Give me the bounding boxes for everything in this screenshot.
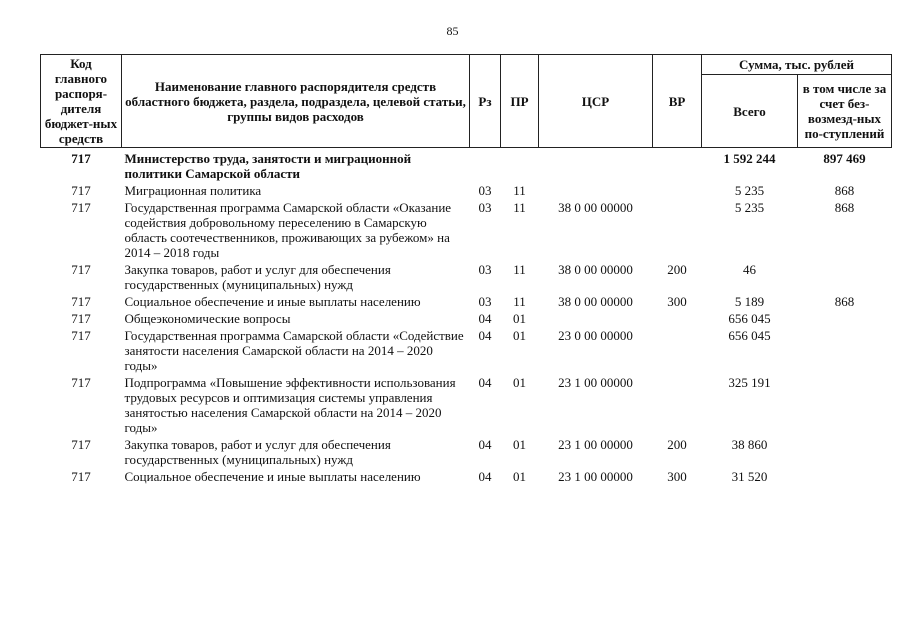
cell-rz: 03 — [478, 294, 492, 309]
cell-csr: 23 0 00 00000 — [558, 328, 633, 343]
header-pr: ПР — [501, 55, 539, 148]
cell-rz: 04 — [478, 311, 492, 326]
cell-rz: 04 — [478, 328, 492, 343]
header-csr: ЦСР — [539, 55, 653, 148]
cell-code: 717 — [71, 183, 91, 198]
cell-name: Министерство труда, занятости и миграционной политики Самарской области — [124, 151, 412, 181]
cell-gratuitous — [798, 261, 892, 293]
cell-name: Закупка товаров, работ и услуг для обеспечения государственных (муниципальных) нужд — [124, 262, 391, 292]
cell-total: 656 045 — [728, 311, 771, 326]
cell-rz — [470, 148, 501, 183]
cell-code: 717 — [71, 262, 91, 277]
cell-total: 5 235 — [734, 200, 765, 215]
header-vr: ВР — [653, 55, 702, 148]
cell-rz: 03 — [478, 262, 492, 277]
cell-code: 717 — [71, 151, 91, 166]
cell-gratuitous: 897 469 — [823, 151, 866, 166]
cell-vr — [653, 148, 702, 183]
cell-pr: 11 — [513, 294, 526, 309]
cell-total: 46 — [743, 262, 756, 277]
cell-name: Миграционная политика — [124, 183, 262, 198]
cell-code: 717 — [71, 294, 91, 309]
cell-csr — [539, 182, 653, 199]
cell-vr: 200 — [667, 437, 687, 452]
cell-rz: 04 — [478, 375, 492, 390]
cell-csr: 23 1 00 00000 — [558, 469, 633, 484]
header-sum-group: Сумма, тыс. рублей — [702, 55, 892, 75]
cell-pr: 01 — [513, 328, 526, 343]
cell-name: Социальное обеспечение и иные выплаты населению — [124, 294, 421, 309]
cell-vr — [653, 327, 702, 374]
table-row — [41, 468, 892, 485]
cell-code: 717 — [71, 469, 91, 484]
page-number: 85 — [446, 24, 459, 38]
cell-total: 325 191 — [728, 375, 771, 390]
cell-pr: 01 — [513, 311, 526, 326]
cell-code: 717 — [71, 328, 91, 343]
table-row — [41, 436, 892, 468]
cell-name: Государственная программа Самарской области «Содействие занятости населения Самарской области на 2014 – 2020 годы» — [124, 328, 464, 373]
cell-name: Государственная программа Самарской области «Оказание содействия добровольному переселению в Самарскую область соотечественников, проживающих за рубежом» на 2014 – 2018 годы — [124, 200, 452, 260]
cell-name: Социальное обеспечение и иные выплаты населению — [124, 469, 421, 484]
cell-pr: 01 — [513, 469, 526, 484]
cell-csr: 23 1 00 00000 — [558, 375, 633, 390]
table-body — [41, 148, 892, 486]
cell-total: 5 235 — [734, 183, 765, 198]
cell-vr: 200 — [667, 262, 687, 277]
cell-rz: 03 — [478, 200, 492, 215]
cell-csr: 23 1 00 00000 — [558, 437, 633, 452]
cell-total: 656 045 — [728, 328, 771, 343]
cell-csr: 38 0 00 00000 — [558, 294, 633, 309]
cell-rz: 03 — [478, 183, 492, 198]
cell-vr: 300 — [667, 469, 687, 484]
cell-gratuitous — [798, 327, 892, 374]
cell-gratuitous: 868 — [834, 200, 855, 215]
table-row — [41, 374, 892, 436]
cell-csr — [539, 148, 653, 183]
cell-csr — [539, 310, 653, 327]
cell-pr: 11 — [513, 262, 526, 277]
cell-total: 31 520 — [731, 469, 768, 484]
cell-gratuitous: 868 — [834, 183, 855, 198]
header-code: Код главного распоря-дителя бюджет-ных средств — [41, 55, 122, 148]
cell-vr — [653, 374, 702, 436]
table-row — [41, 261, 892, 293]
cell-gratuitous — [798, 436, 892, 468]
cell-rz: 04 — [478, 469, 492, 484]
table-header — [41, 55, 892, 148]
cell-vr — [653, 182, 702, 199]
cell-code: 717 — [71, 200, 91, 215]
cell-pr: 01 — [513, 437, 526, 452]
cell-name: Общеэкономические вопросы — [124, 311, 291, 326]
table-row — [41, 148, 892, 183]
header-gratuitous: в том числе за счет без-возмезд-ных по-ступлений — [798, 75, 892, 148]
cell-total: 38 860 — [731, 437, 768, 452]
cell-code: 717 — [71, 311, 91, 326]
budget-table — [40, 54, 892, 485]
cell-csr: 38 0 00 00000 — [558, 200, 633, 215]
cell-pr: 11 — [513, 183, 526, 198]
cell-code: 717 — [71, 437, 91, 452]
cell-name: Подпрограмма «Повышение эффективности использования трудовых ресурсов и оптимизация системы управления занятостью населения Самарской области на 2014 – 2020 годы» — [124, 375, 456, 435]
cell-gratuitous: 868 — [834, 294, 855, 309]
table-row — [41, 327, 892, 374]
table-row — [41, 310, 892, 327]
cell-pr — [501, 148, 539, 183]
cell-code: 717 — [71, 375, 91, 390]
header-name: Наименование главного распорядителя средств областного бюджета, раздела, подраздела, целевой статьи, группы видов расходов — [122, 55, 470, 148]
cell-pr: 01 — [513, 375, 526, 390]
table-row — [41, 182, 892, 199]
header-total: Всего — [702, 75, 798, 148]
cell-total: 1 592 244 — [723, 151, 776, 166]
table-row — [41, 199, 892, 261]
cell-pr: 11 — [513, 200, 526, 215]
table-row — [41, 293, 892, 310]
header-rz: Рз — [470, 55, 501, 148]
cell-gratuitous — [798, 310, 892, 327]
cell-vr: 300 — [667, 294, 687, 309]
cell-vr — [653, 199, 702, 261]
cell-gratuitous — [798, 374, 892, 436]
cell-gratuitous — [798, 468, 892, 485]
cell-rz: 04 — [478, 437, 492, 452]
cell-name: Закупка товаров, работ и услуг для обеспечения государственных (муниципальных) нужд — [124, 437, 391, 467]
cell-total: 5 189 — [734, 294, 765, 309]
cell-csr: 38 0 00 00000 — [558, 262, 633, 277]
cell-vr — [653, 310, 702, 327]
